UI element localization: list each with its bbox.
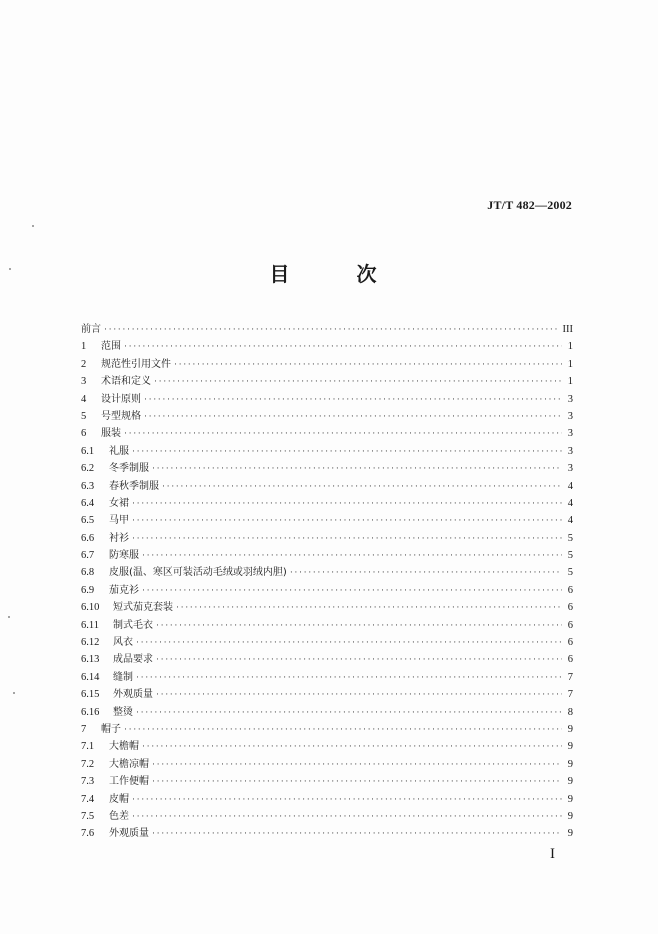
toc-entry[interactable] (81, 686, 573, 703)
toc-entry-number: 4 (81, 393, 87, 405)
dot-leader (152, 460, 562, 477)
toc-entry-page: 5 (567, 532, 573, 544)
toc-entry[interactable] (81, 808, 573, 825)
toc-entry-number: 6.4 (81, 497, 95, 509)
toc-entry-page: 1 (567, 341, 573, 353)
toc-entry[interactable] (81, 669, 573, 686)
dot-leader (162, 478, 562, 495)
toc-entry-label: 服装 (101, 428, 121, 440)
toc-entry-page: 4 (567, 480, 573, 492)
dot-leader (142, 738, 562, 755)
dot-leader (124, 425, 562, 442)
dot-leader (154, 373, 562, 390)
toc-entry-page: 9 (567, 723, 573, 735)
dot-leader (144, 408, 562, 425)
toc-entry-number: 7.5 (81, 810, 95, 822)
dot-leader (132, 495, 562, 512)
toc-entry-label: 衬衫 (109, 532, 129, 544)
toc-entry-label: 防寒服 (109, 550, 139, 562)
toc-entry-label: 工作便帽 (109, 776, 149, 788)
dot-leader (290, 564, 562, 581)
dot-leader (104, 321, 560, 338)
toc-entry-page: 5 (567, 550, 573, 562)
toc-entry-number: 1 (81, 341, 87, 353)
toc-entry-page: 8 (567, 706, 573, 718)
toc-entry-label: 皮服(温、寒区可装活动毛绒或羽绒内胆) (109, 567, 287, 579)
toc-entry-label: 短式茄克套装 (113, 602, 173, 614)
scan-speck (8, 616, 10, 618)
toc-entry[interactable] (81, 756, 573, 773)
toc-entry-number: 5 (81, 410, 87, 422)
toc-entry-number: 2 (81, 358, 87, 370)
toc-entry-page: 4 (567, 497, 573, 509)
toc-entry-label: 前言 (81, 324, 101, 335)
toc-entry[interactable] (81, 547, 573, 564)
toc-entry[interactable] (81, 617, 573, 634)
toc-entry-page: 6 (567, 602, 573, 614)
toc-entry[interactable] (81, 582, 573, 599)
toc-entry-label: 缝制 (113, 671, 133, 683)
toc-entry-page: 6 (567, 584, 573, 596)
dot-leader (152, 756, 562, 773)
toc-entry[interactable] (81, 460, 573, 477)
standard-code: JT/T 482—2002 (487, 198, 572, 212)
toc-entry-page: 7 (567, 671, 573, 683)
toc-entry-number: 6.5 (81, 515, 95, 527)
toc-entry-label: 术语和定义 (101, 376, 151, 388)
toc-entry-number: 6.6 (81, 532, 95, 544)
toc-entry-page: 9 (567, 793, 573, 805)
toc-entry-number: 3 (81, 376, 87, 388)
toc-entry-page: 1 (567, 376, 573, 388)
dot-leader (174, 356, 562, 373)
dot-leader (142, 547, 562, 564)
toc-entry-number: 6.15 (81, 689, 100, 701)
dot-leader (124, 721, 562, 738)
toc-entry-page: 6 (567, 654, 573, 666)
toc-entry[interactable] (81, 443, 573, 460)
dot-leader (152, 825, 562, 842)
dot-leader (176, 599, 562, 616)
toc-entry[interactable] (81, 373, 573, 390)
dot-leader (136, 634, 562, 651)
toc-entry-page: 9 (567, 828, 573, 840)
toc-entry-label: 礼服 (109, 445, 129, 457)
toc-entry-number: 6 (81, 428, 87, 440)
scan-speck (32, 225, 34, 227)
scan-speck (13, 692, 15, 694)
toc-entry-label: 大檐凉帽 (109, 758, 149, 770)
toc-entry[interactable] (81, 512, 573, 529)
toc-entry-page: 3 (567, 393, 573, 405)
toc-entry-label: 大檐帽 (109, 741, 139, 753)
toc-entry[interactable] (81, 738, 573, 755)
dot-leader (132, 443, 562, 460)
toc-entry-page: 5 (567, 567, 573, 579)
toc-entry-page: III (562, 324, 573, 335)
toc-entry-number: 6.16 (81, 706, 100, 718)
toc-entry-page: 9 (567, 758, 573, 770)
toc-entry-label: 外观质量 (109, 828, 149, 840)
toc-entry[interactable] (81, 651, 573, 668)
dot-leader (132, 530, 562, 547)
toc-entry-number: 6.12 (81, 637, 100, 649)
toc-entry-page: 9 (567, 810, 573, 822)
toc-entry[interactable] (81, 495, 573, 512)
toc-entry[interactable] (81, 391, 573, 408)
dot-leader (152, 773, 562, 790)
dot-leader (142, 582, 562, 599)
toc-entry-number: 6.14 (81, 671, 100, 683)
toc-entry-number: 7.2 (81, 758, 95, 770)
dot-leader (132, 808, 562, 825)
toc-entry[interactable] (81, 321, 573, 338)
toc-entry-label: 制式毛衣 (113, 619, 153, 631)
toc-entry-number: 6.11 (81, 619, 99, 631)
toc-entry-page: 3 (567, 463, 573, 475)
toc-entry-number: 6.8 (81, 567, 95, 579)
toc-entry-number: 6.9 (81, 584, 95, 596)
toc-entry[interactable] (81, 721, 573, 738)
toc-entry-number: 6.13 (81, 654, 100, 666)
toc-entry-label: 色差 (109, 810, 129, 822)
toc-entry-number: 6.3 (81, 480, 95, 492)
toc-entry-label: 皮帽 (109, 793, 129, 805)
dot-leader (132, 512, 562, 529)
dot-leader (136, 669, 562, 686)
toc-entry-number: 7 (81, 723, 87, 735)
toc-entry[interactable] (81, 425, 573, 442)
toc-entry-page: 7 (567, 689, 573, 701)
dot-leader (132, 791, 562, 808)
toc-entry-label: 号型规格 (101, 410, 141, 422)
toc-entry-page: 3 (567, 428, 573, 440)
toc-entry-page: 1 (567, 358, 573, 370)
toc-entry[interactable] (81, 773, 573, 790)
toc-entry[interactable] (81, 704, 573, 721)
toc-entry-number: 6.2 (81, 463, 95, 475)
toc-entry-number: 6.7 (81, 550, 95, 562)
page-title: 目 次 (269, 262, 407, 286)
toc-entry-label: 整烫 (113, 706, 133, 718)
page-number: I (550, 846, 555, 862)
dot-leader (156, 651, 562, 668)
toc-entry[interactable] (81, 825, 573, 842)
toc-entry[interactable] (81, 356, 573, 373)
toc-entry-label: 冬季制服 (109, 463, 149, 475)
toc-entry-number: 7.1 (81, 741, 95, 753)
dot-leader (124, 338, 562, 355)
toc-entry-label: 茄克衫 (109, 584, 139, 596)
toc-entry-label: 风衣 (113, 637, 133, 649)
toc-entry-label: 马甲 (109, 515, 129, 527)
toc-entry[interactable] (81, 599, 573, 616)
dot-leader (144, 391, 562, 408)
toc-entry-page: 9 (567, 741, 573, 753)
toc-entry-label: 女裙 (109, 497, 129, 509)
toc-entry[interactable] (81, 530, 573, 547)
toc-entry[interactable] (81, 791, 573, 808)
toc-entry-number: 7.4 (81, 793, 95, 805)
toc-entry-page: 9 (567, 776, 573, 788)
toc-entry-label: 春秋季制服 (109, 480, 159, 492)
toc-entry-label: 外观质量 (113, 689, 153, 701)
dot-leader (156, 686, 562, 703)
scan-speck (9, 268, 11, 270)
toc-entry-label: 设计原则 (101, 393, 141, 405)
toc-entry-page: 6 (567, 637, 573, 649)
dot-leader (136, 704, 562, 721)
toc-entry[interactable] (81, 338, 573, 355)
toc-entry-label: 范围 (101, 341, 121, 353)
toc-entry[interactable] (81, 478, 573, 495)
toc-entry[interactable] (81, 408, 573, 425)
toc-entry-number: 6.1 (81, 445, 95, 457)
toc-entry[interactable] (81, 564, 573, 581)
toc-entry-page: 4 (567, 515, 573, 527)
toc-entry-number: 6.10 (81, 602, 100, 614)
toc-entry-page: 3 (567, 410, 573, 422)
toc-entry-page: 3 (567, 445, 573, 457)
toc-entry-label: 成品要求 (113, 654, 153, 666)
toc-entry-number: 7.3 (81, 776, 95, 788)
dot-leader (156, 617, 562, 634)
toc-entry-page: 6 (567, 619, 573, 631)
toc-entry-label: 帽子 (101, 723, 121, 735)
table-of-contents (81, 321, 573, 843)
toc-entry-label: 规范性引用文件 (101, 358, 171, 370)
toc-entry[interactable] (81, 634, 573, 651)
toc-entry-number: 7.6 (81, 828, 95, 840)
